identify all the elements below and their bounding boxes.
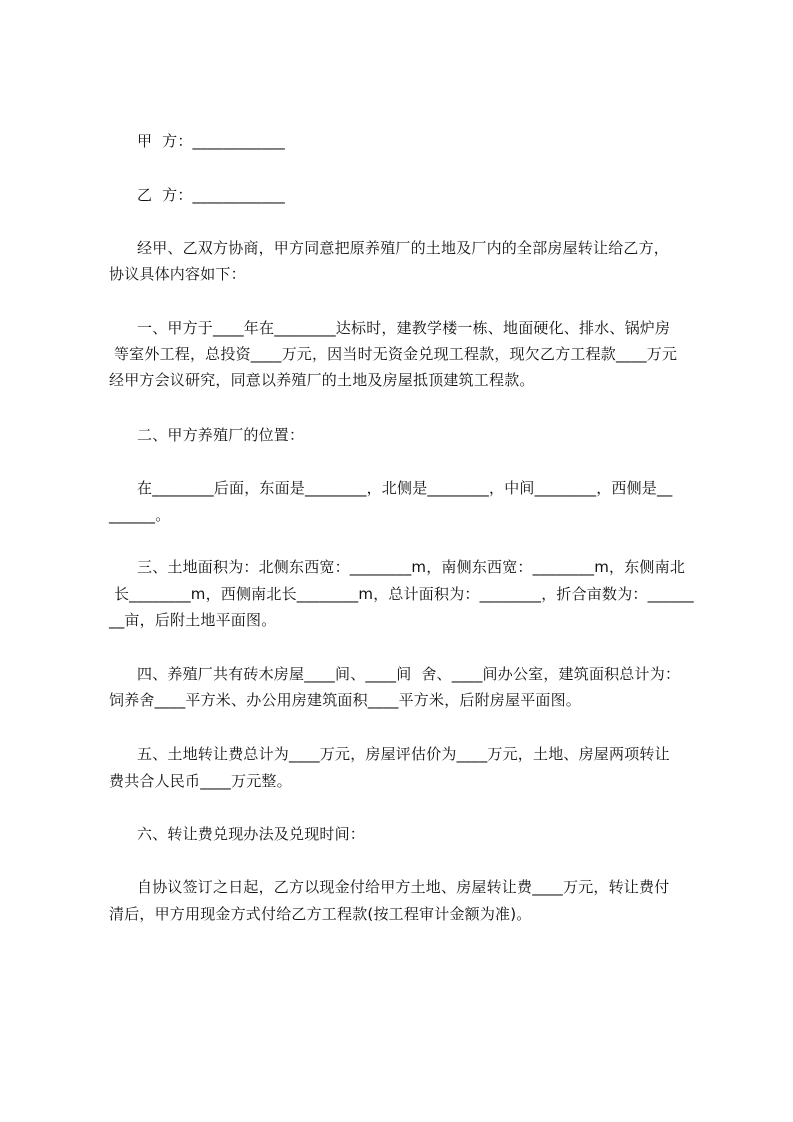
clause4-line-2: 饲养舍____平方米、办公用房建筑面积____平方米，后附房屋平面图。	[109, 691, 582, 709]
intro-line-2: 协议具体内容如下：	[109, 265, 246, 283]
clause3-line-2: 长________m，西侧南北长________m，总计面积为：________，折合亩数为：______	[109, 585, 694, 603]
clause5-line-1: 五、土地转让费总计为____万元，房屋评估价为____万元，土地、房屋两项转让	[137, 745, 670, 763]
clause1-line-3: 经甲方会议研究，同意以养殖厂的土地及房屋抵顶建筑工程款。	[109, 371, 535, 389]
party-a-line: 甲 方：____________	[137, 132, 285, 150]
intro-line-1: 经甲、乙双方协商，甲方同意把原养殖厂的土地及厂内的全部房屋转让给乙方，	[137, 239, 670, 257]
clause2-line-1: 在________后面，东面是________，北侧是________，中间________，西侧是__	[137, 479, 673, 497]
clause1-line-2: 等室外工程，总投资____万元，因当时无资金兑现工程款，现欠乙方工程款____万元	[109, 345, 678, 363]
clause1-line-1: 一、甲方于____年在________达标时，建教学楼一栋、地面硬化、排水、锅炉房	[137, 319, 671, 337]
clause6-line-1: 自协议签订之日起，乙方以现金付给甲方土地、房屋转让费____万元，转让费付	[137, 878, 670, 896]
party-b-line: 乙 方：____________	[137, 186, 285, 204]
clause6-heading: 六、转让费兑现办法及兑现时间：	[137, 825, 366, 843]
clause3-line-1: 三、土地面积为：北侧东西宽：________m，南侧东西宽：________m，东侧南北	[137, 558, 686, 576]
clause2-heading: 二、甲方养殖厂的位置：	[137, 426, 305, 444]
clause2-line-2: ______。	[109, 506, 171, 524]
clause3-line-3: __亩，后附土地平面图。	[109, 611, 277, 629]
clause4-line-1: 四、养殖厂共有砖木房屋____间、____间 舍、____间办公室，建筑面积总计为：	[137, 665, 681, 683]
clause5-line-2: 费共合人民币____万元整。	[109, 772, 292, 790]
clause6-line-2: 清后，甲方用现金方式付给乙方工程款(按工程审计金额为准)。	[109, 905, 532, 923]
